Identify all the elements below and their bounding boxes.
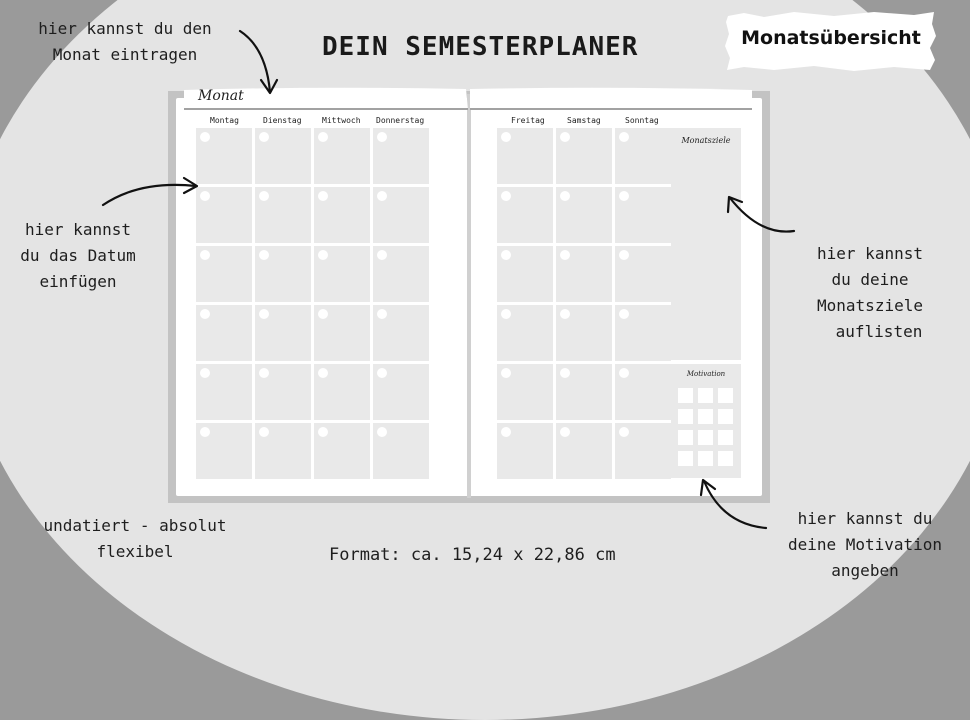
note-motivation-line: deine Motivation (787, 535, 943, 554)
day-wednesday: Mittwoch (322, 116, 361, 125)
arrow-to-month-icon (240, 31, 270, 92)
note-motivation-line: hier kannst du (797, 509, 933, 528)
page-title: DEIN SEMESTERPLANER (322, 32, 639, 62)
goals-title: Monatsziele (681, 136, 731, 145)
day-tuesday: Dienstag (263, 116, 302, 125)
day-monday: Montag (210, 116, 239, 125)
day-saturday: Samstag (567, 116, 601, 125)
format-text: Format: ca. 15,24 x 22,86 cm (329, 545, 616, 565)
note-date-line: du das Datum (20, 246, 136, 265)
month-label: Monat (198, 88, 244, 104)
day-friday: Freitag (511, 116, 545, 125)
motivation-title: Motivation (686, 370, 726, 378)
note-goals-line: auflisten (835, 322, 923, 341)
day-thursday: Donnerstag (376, 116, 425, 125)
note-date-line: hier kannst (25, 220, 131, 239)
note-date-line: einfügen (39, 272, 117, 291)
note-undated-line: undatiert - absolut (43, 516, 227, 535)
note-month-line: hier kannst du den (38, 19, 212, 38)
note-goals-line: hier kannst (817, 244, 923, 263)
note-month-line: Monat eintragen (52, 45, 198, 64)
badge-monatsuebersicht: Monatsübersicht (741, 27, 921, 49)
note-goals-line: Monatsziele (817, 296, 923, 315)
note-motivation-line: angeben (831, 561, 899, 580)
day-sunday: Sonntag (625, 116, 659, 125)
note-undated-line: flexibel (96, 542, 174, 561)
arrow-to-goals-icon (730, 198, 794, 232)
arrow-to-date-icon (103, 185, 196, 205)
note-goals-line: du deine (831, 270, 909, 289)
